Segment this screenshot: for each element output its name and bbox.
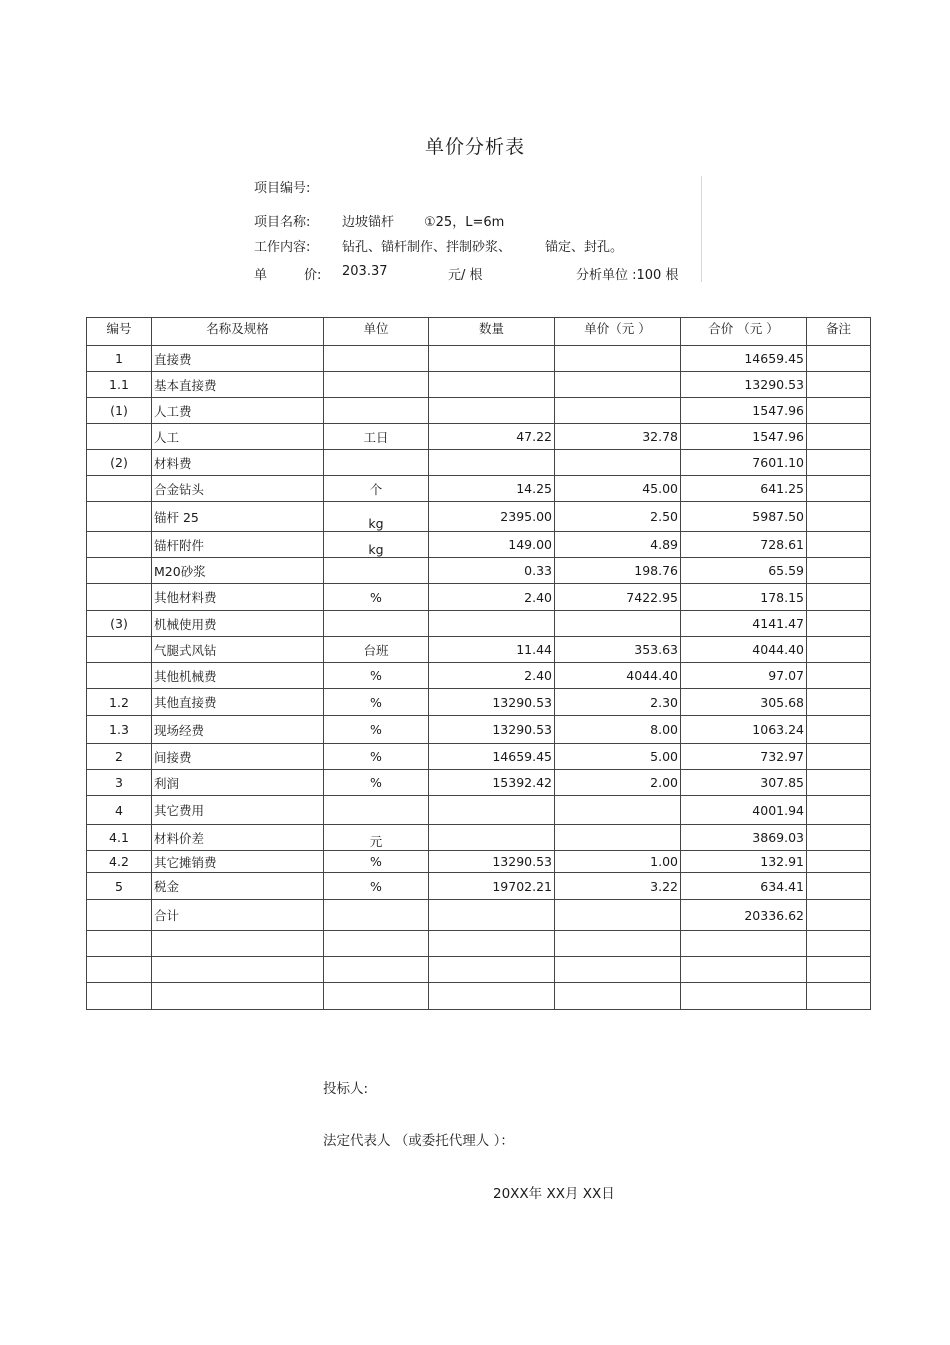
- cell-code: [87, 584, 152, 611]
- cell-name: 人工费: [152, 398, 324, 424]
- cell-unit-price: [555, 957, 681, 983]
- cell-unit-price: [555, 900, 681, 931]
- cell-name: 现场经费: [152, 716, 324, 744]
- cell-code: 1.3: [87, 716, 152, 744]
- cell-quantity: [429, 931, 555, 957]
- cell-unit-price: [555, 346, 681, 372]
- unit-price-analysis-table: [86, 317, 871, 1010]
- cell-unit: %: [324, 584, 429, 611]
- cell-quantity: 14.25: [429, 476, 555, 502]
- cell-unit: kg: [324, 532, 429, 558]
- cell-quantity: [429, 346, 555, 372]
- analysis-unit: 分析单位 :100 根: [576, 268, 679, 283]
- cell-code: 4: [87, 796, 152, 825]
- table-row: [87, 502, 871, 532]
- table-row: [87, 398, 871, 424]
- cell-code: 5: [87, 873, 152, 900]
- header-unit-price: 单价（元 ）: [555, 318, 681, 346]
- cell-quantity: 13290.53: [429, 689, 555, 716]
- unit-price-label-1: 单: [254, 268, 268, 283]
- cell-code: [87, 637, 152, 663]
- project-name-value: 边坡锚杆: [342, 215, 395, 230]
- table-row: [87, 424, 871, 450]
- cell-code: [87, 558, 152, 584]
- cell-code: (3): [87, 611, 152, 637]
- cell-total: 4001.94: [681, 796, 807, 825]
- cell-name: 锚杆 25: [152, 502, 324, 532]
- cell-unit-price: 7422.95: [555, 584, 681, 611]
- cell-unit-price: [555, 398, 681, 424]
- table-row: [87, 983, 871, 1010]
- header-quantity: 数量: [429, 318, 555, 346]
- cell-code: 1: [87, 346, 152, 372]
- table-row: [87, 663, 871, 689]
- cell-total: 20336.62: [681, 900, 807, 931]
- unit-price-value: 203.37: [342, 264, 388, 279]
- cell-total: [681, 957, 807, 983]
- cell-code: 4.2: [87, 851, 152, 873]
- cell-unit-price: 3.22: [555, 873, 681, 900]
- table-row: [87, 637, 871, 663]
- cell-name: 其他材料费: [152, 584, 324, 611]
- table-row: [87, 957, 871, 983]
- cell-total: 641.25: [681, 476, 807, 502]
- cell-total: 732.97: [681, 744, 807, 770]
- cell-remark: [807, 663, 871, 689]
- table-row: [87, 450, 871, 476]
- cell-total: 1063.24: [681, 716, 807, 744]
- cell-quantity: [429, 900, 555, 931]
- work-content-value-2: 锚定、封孔。: [545, 240, 624, 255]
- cell-code: [87, 502, 152, 532]
- cell-unit: 元: [324, 825, 429, 851]
- table-row: [87, 558, 871, 584]
- document-title: 单价分析表: [424, 136, 525, 158]
- cell-name: 锚杆附件: [152, 532, 324, 558]
- cell-unit: %: [324, 851, 429, 873]
- cell-code: 1.1: [87, 372, 152, 398]
- cell-name: [152, 957, 324, 983]
- cell-name: 合计: [152, 900, 324, 931]
- cell-code: [87, 900, 152, 931]
- cell-unit: [324, 957, 429, 983]
- table-row: [87, 689, 871, 716]
- cell-remark: [807, 825, 871, 851]
- cell-total: [681, 983, 807, 1010]
- cell-unit: %: [324, 873, 429, 900]
- cell-name: 基本直接费: [152, 372, 324, 398]
- cell-total: [681, 931, 807, 957]
- table-row: [87, 744, 871, 770]
- cell-total: 13290.53: [681, 372, 807, 398]
- table-row: [87, 770, 871, 796]
- cell-unit-price: 4.89: [555, 532, 681, 558]
- cell-name: 机械使用费: [152, 611, 324, 637]
- bidder-label: 投标人:: [323, 1081, 369, 1097]
- cell-name: 间接费: [152, 744, 324, 770]
- cell-total: 5987.50: [681, 502, 807, 532]
- cell-code: [87, 532, 152, 558]
- cell-unit-price: 4044.40: [555, 663, 681, 689]
- cell-unit: %: [324, 770, 429, 796]
- cell-unit: [324, 398, 429, 424]
- cell-unit-price: 2.30: [555, 689, 681, 716]
- cell-total: 7601.10: [681, 450, 807, 476]
- table-row: [87, 931, 871, 957]
- unit-price-label-2: 价:: [304, 268, 322, 283]
- cell-name: 合金钻头: [152, 476, 324, 502]
- cell-total: 178.15: [681, 584, 807, 611]
- cell-unit-price: 5.00: [555, 744, 681, 770]
- table-row: [87, 796, 871, 825]
- cell-name: 其他直接费: [152, 689, 324, 716]
- cell-name: 其它费用: [152, 796, 324, 825]
- cell-remark: [807, 744, 871, 770]
- cell-total: 132.91: [681, 851, 807, 873]
- cell-unit: [324, 611, 429, 637]
- cell-unit-price: 2.50: [555, 502, 681, 532]
- cell-remark: [807, 900, 871, 931]
- cell-remark: [807, 502, 871, 532]
- cell-name: [152, 983, 324, 1010]
- cell-name: 税金: [152, 873, 324, 900]
- cell-quantity: [429, 957, 555, 983]
- table-row: [87, 611, 871, 637]
- unit-price-unit: 元/ 根: [448, 268, 483, 283]
- header-unit: 单位: [324, 318, 429, 346]
- cell-unit-price: [555, 450, 681, 476]
- cell-quantity: 2.40: [429, 663, 555, 689]
- cell-unit-price: 1.00: [555, 851, 681, 873]
- cell-unit: kg: [324, 502, 429, 532]
- cell-total: 4044.40: [681, 637, 807, 663]
- table-row: [87, 851, 871, 873]
- cell-quantity: 11.44: [429, 637, 555, 663]
- cell-name: 气腿式风钻: [152, 637, 324, 663]
- cell-remark: [807, 851, 871, 873]
- header-remark: 备注: [807, 318, 871, 346]
- cell-unit: [324, 983, 429, 1010]
- cell-remark: [807, 476, 871, 502]
- cell-unit-price: 8.00: [555, 716, 681, 744]
- cell-quantity: [429, 983, 555, 1010]
- cell-code: [87, 424, 152, 450]
- cell-code: [87, 663, 152, 689]
- table-row: [87, 873, 871, 900]
- cell-quantity: 13290.53: [429, 716, 555, 744]
- cell-name: 利润: [152, 770, 324, 796]
- cell-unit: [324, 931, 429, 957]
- table-row: [87, 584, 871, 611]
- cell-remark: [807, 398, 871, 424]
- cell-quantity: 15392.42: [429, 770, 555, 796]
- cell-quantity: [429, 611, 555, 637]
- table-header-row: [87, 318, 871, 346]
- cell-total: 65.59: [681, 558, 807, 584]
- cell-unit: [324, 558, 429, 584]
- cell-name: [152, 931, 324, 957]
- cell-unit: [324, 796, 429, 825]
- cell-remark: [807, 611, 871, 637]
- cell-quantity: [429, 372, 555, 398]
- cell-unit-price: 45.00: [555, 476, 681, 502]
- cell-unit-price: 2.00: [555, 770, 681, 796]
- header-name: 名称及规格: [152, 318, 324, 346]
- cell-total: 3869.03: [681, 825, 807, 851]
- cell-quantity: [429, 398, 555, 424]
- cell-name: M20砂浆: [152, 558, 324, 584]
- cell-remark: [807, 637, 871, 663]
- cell-unit: 个: [324, 476, 429, 502]
- cell-remark: [807, 558, 871, 584]
- cell-quantity: 19702.21: [429, 873, 555, 900]
- cell-quantity: 2.40: [429, 584, 555, 611]
- cell-total: 307.85: [681, 770, 807, 796]
- project-name-spec: ①25，L=6m: [424, 215, 505, 230]
- cell-code: 4.1: [87, 825, 152, 851]
- cell-remark: [807, 931, 871, 957]
- cell-quantity: 47.22: [429, 424, 555, 450]
- cell-total: 1547.96: [681, 398, 807, 424]
- cell-unit-price: [555, 931, 681, 957]
- cell-remark: [807, 532, 871, 558]
- work-content-label: 工作内容:: [254, 240, 311, 255]
- cell-remark: [807, 424, 871, 450]
- cell-name: 直接费: [152, 346, 324, 372]
- cell-quantity: 2395.00: [429, 502, 555, 532]
- table-row: [87, 346, 871, 372]
- cell-quantity: 149.00: [429, 532, 555, 558]
- cell-remark: [807, 346, 871, 372]
- cell-name: 其它摊销费: [152, 851, 324, 873]
- cell-code: [87, 983, 152, 1010]
- cell-unit: [324, 372, 429, 398]
- cell-quantity: 0.33: [429, 558, 555, 584]
- cell-name: 材料价差: [152, 825, 324, 851]
- cell-code: (2): [87, 450, 152, 476]
- cell-unit-price: [555, 825, 681, 851]
- cell-unit: [324, 346, 429, 372]
- cell-total: 4141.47: [681, 611, 807, 637]
- work-content-value-1: 钻孔、锚杆制作、拌制砂浆、: [342, 240, 512, 255]
- cell-unit: 工日: [324, 424, 429, 450]
- project-number-label: 项目编号:: [254, 181, 311, 196]
- table-row: [87, 532, 871, 558]
- cell-unit-price: [555, 372, 681, 398]
- table-row: [87, 716, 871, 744]
- cell-quantity: [429, 796, 555, 825]
- cell-unit-price: [555, 796, 681, 825]
- cell-quantity: 14659.45: [429, 744, 555, 770]
- cell-quantity: [429, 450, 555, 476]
- cell-unit-price: [555, 611, 681, 637]
- cell-remark: [807, 689, 871, 716]
- cell-code: (1): [87, 398, 152, 424]
- cell-name: 人工: [152, 424, 324, 450]
- cell-quantity: [429, 825, 555, 851]
- cell-unit-price: 198.76: [555, 558, 681, 584]
- project-name-label: 项目名称:: [254, 215, 311, 230]
- info-divider: [701, 176, 702, 282]
- cell-total: 305.68: [681, 689, 807, 716]
- header-code: 编号: [87, 318, 152, 346]
- cell-code: [87, 957, 152, 983]
- cell-unit-price: 353.63: [555, 637, 681, 663]
- cell-unit-price: [555, 983, 681, 1010]
- cell-remark: [807, 770, 871, 796]
- cell-code: 3: [87, 770, 152, 796]
- cell-remark: [807, 957, 871, 983]
- table-row: [87, 825, 871, 851]
- cell-code: [87, 931, 152, 957]
- cell-code: 1.2: [87, 689, 152, 716]
- cell-remark: [807, 983, 871, 1010]
- cell-quantity: 13290.53: [429, 851, 555, 873]
- cell-unit: %: [324, 744, 429, 770]
- cell-total: 728.61: [681, 532, 807, 558]
- cell-unit: %: [324, 716, 429, 744]
- cell-remark: [807, 372, 871, 398]
- cell-name: 材料费: [152, 450, 324, 476]
- cell-remark: [807, 796, 871, 825]
- cell-unit: [324, 450, 429, 476]
- cell-remark: [807, 584, 871, 611]
- cell-unit: %: [324, 663, 429, 689]
- cell-code: 2: [87, 744, 152, 770]
- cell-total: 634.41: [681, 873, 807, 900]
- legal-rep-label: 法定代表人 （或委托代理人 ）：: [323, 1133, 514, 1149]
- cell-total: 14659.45: [681, 346, 807, 372]
- signature-date: 20XX年 XX月 XX日: [493, 1186, 615, 1202]
- cell-total: 97.07: [681, 663, 807, 689]
- table-row: [87, 900, 871, 931]
- cell-unit: [324, 900, 429, 931]
- cell-code: [87, 476, 152, 502]
- cell-remark: [807, 716, 871, 744]
- cell-remark: [807, 873, 871, 900]
- table-row: [87, 372, 871, 398]
- cell-total: 1547.96: [681, 424, 807, 450]
- table-row: [87, 476, 871, 502]
- cell-name: 其他机械费: [152, 663, 324, 689]
- cell-unit: %: [324, 689, 429, 716]
- cell-unit: 台班: [324, 637, 429, 663]
- header-total: 合价 （元 ）: [681, 318, 807, 346]
- cell-unit-price: 32.78: [555, 424, 681, 450]
- cell-remark: [807, 450, 871, 476]
